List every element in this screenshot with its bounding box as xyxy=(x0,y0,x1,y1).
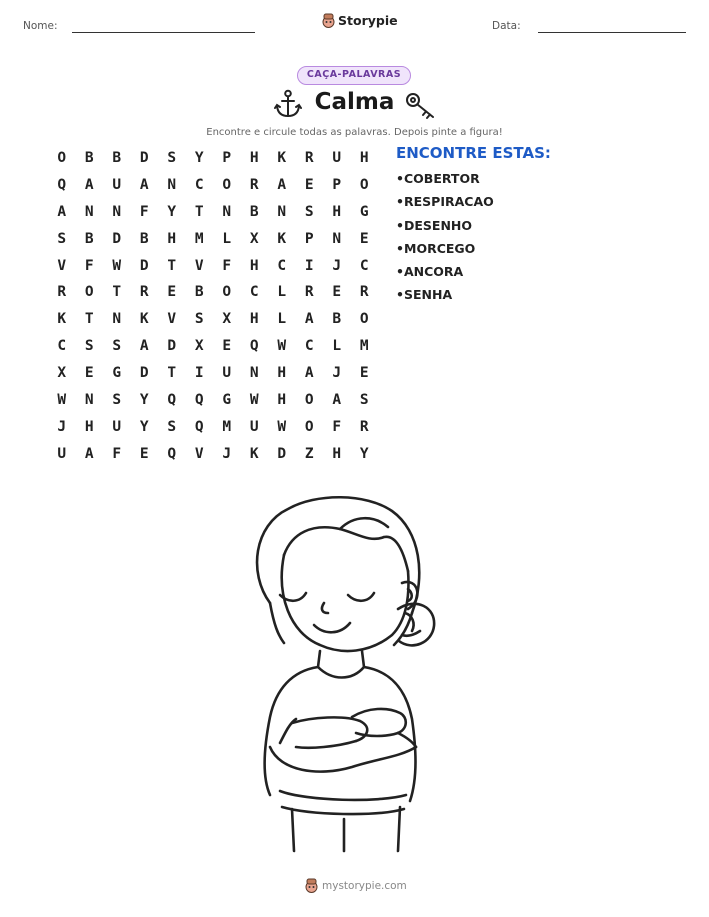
grid-letter[interactable]: O xyxy=(57,150,67,166)
grid-letter[interactable]: S xyxy=(167,150,177,166)
grid-letter[interactable]: J xyxy=(332,257,342,274)
grid-row xyxy=(48,333,378,360)
grid-letter[interactable]: P xyxy=(332,176,342,193)
grid-letter[interactable]: O xyxy=(304,418,314,435)
grid-letter[interactable]: H xyxy=(359,150,369,166)
word-list-item: • ANCORA xyxy=(396,264,494,287)
grid-letter[interactable]: T xyxy=(84,311,94,328)
girl-calm-illustration[interactable] xyxy=(240,485,450,860)
grid-letter[interactable]: T xyxy=(167,257,177,274)
grid-letter[interactable]: H xyxy=(84,418,94,435)
storypie-mascot-icon xyxy=(322,13,335,28)
grid-letter[interactable]: T xyxy=(112,284,122,301)
grid-letter[interactable]: B xyxy=(194,284,204,301)
grid-letter[interactable]: D xyxy=(139,257,149,274)
grid-letter[interactable]: E xyxy=(167,284,177,301)
grid-letter[interactable]: P xyxy=(222,150,232,166)
date-label: Data: xyxy=(492,20,521,32)
name-line[interactable] xyxy=(72,32,255,33)
grid-letter[interactable]: U xyxy=(112,176,122,193)
grid-letter[interactable]: W xyxy=(57,392,67,409)
grid-letter[interactable]: C xyxy=(277,257,287,274)
grid-letter[interactable]: U xyxy=(57,445,67,462)
grid-letter[interactable]: G xyxy=(112,365,122,382)
grid-letter[interactable]: V xyxy=(167,311,177,328)
grid-row xyxy=(48,360,378,387)
grid-letter[interactable]: A xyxy=(84,445,94,462)
word-list-item: • SENHA xyxy=(396,287,494,310)
grid-letter[interactable]: N xyxy=(84,203,94,220)
grid-letter[interactable]: C xyxy=(359,257,369,274)
grid-row xyxy=(48,414,378,441)
grid-letter[interactable]: H xyxy=(332,203,342,220)
grid-letter[interactable]: I xyxy=(304,257,314,274)
grid-letter[interactable]: Y xyxy=(194,150,204,166)
grid-letter[interactable]: V xyxy=(57,257,67,274)
grid-letter[interactable]: S xyxy=(112,392,122,409)
key-icon xyxy=(405,92,437,120)
grid-letter[interactable]: R xyxy=(359,284,369,301)
grid-letter[interactable]: H xyxy=(277,365,287,382)
name-label: Nome: xyxy=(23,20,58,32)
grid-letter[interactable]: D xyxy=(139,365,149,382)
footer-url: mystorypie.com xyxy=(322,879,407,892)
grid-letter[interactable]: R xyxy=(304,284,314,301)
grid-letter[interactable]: K xyxy=(249,445,259,462)
grid-letter[interactable]: S xyxy=(167,418,177,435)
grid-letter[interactable]: W xyxy=(277,418,287,435)
grid-letter[interactable]: F xyxy=(139,203,149,220)
grid-letter[interactable]: R xyxy=(359,418,369,435)
grid-letter[interactable]: K xyxy=(277,230,287,247)
grid-letter[interactable]: P xyxy=(304,230,314,247)
grid-letter[interactable]: A xyxy=(139,338,149,355)
grid-letter[interactable]: Y xyxy=(139,392,149,409)
grid-letter[interactable]: D xyxy=(139,150,149,166)
grid-row xyxy=(48,145,378,172)
grid-row xyxy=(48,279,378,306)
word-list-item: • RESPIRACAO xyxy=(396,194,494,217)
grid-letter[interactable]: G xyxy=(222,392,232,409)
activity-badge: CAÇA-PALAVRAS xyxy=(297,66,411,85)
grid-letter[interactable]: R xyxy=(57,284,67,301)
grid-letter[interactable]: U xyxy=(112,418,122,435)
grid-letter[interactable]: N xyxy=(222,203,232,220)
word-list-item: • MORCEGO xyxy=(396,241,494,264)
grid-letter[interactable]: A xyxy=(277,176,287,193)
grid-letter[interactable]: L xyxy=(277,311,287,328)
grid-letter[interactable]: L xyxy=(332,338,342,355)
grid-letter[interactable]: O xyxy=(222,176,232,193)
grid-row xyxy=(48,226,378,253)
grid-letter[interactable]: W xyxy=(112,257,122,274)
grid-letter[interactable]: J xyxy=(57,418,67,435)
grid-letter[interactable]: L xyxy=(222,230,232,247)
grid-letter[interactable]: H xyxy=(332,445,342,462)
grid-letter[interactable]: E xyxy=(304,176,314,193)
grid-letter[interactable]: E xyxy=(359,365,369,382)
grid-letter[interactable]: X xyxy=(194,338,204,355)
grid-letter[interactable]: A xyxy=(84,176,94,193)
grid-letter[interactable]: Q xyxy=(167,445,177,462)
grid-letter[interactable]: C xyxy=(194,176,204,193)
grid-letter[interactable]: Q xyxy=(194,392,204,409)
word-list-title: ENCONTRE ESTAS: xyxy=(396,144,551,162)
grid-letter[interactable]: D xyxy=(112,230,122,247)
grid-letter[interactable]: V xyxy=(194,257,204,274)
date-line[interactable] xyxy=(538,32,686,33)
grid-letter[interactable]: J xyxy=(332,365,342,382)
grid-letter[interactable]: R xyxy=(249,176,259,193)
grid-letter[interactable]: B xyxy=(249,203,259,220)
grid-letter[interactable]: A xyxy=(57,203,67,220)
grid-letter[interactable]: A xyxy=(332,392,342,409)
grid-letter[interactable]: X xyxy=(222,311,232,328)
grid-letter[interactable]: O xyxy=(359,176,369,193)
grid-letter[interactable]: Y xyxy=(139,418,149,435)
storypie-mascot-icon xyxy=(305,878,318,893)
grid-row xyxy=(48,253,378,280)
grid-letter[interactable]: B xyxy=(139,230,149,247)
grid-letter[interactable]: D xyxy=(277,445,287,462)
grid-letter[interactable]: N xyxy=(249,365,259,382)
grid-letter[interactable]: S xyxy=(194,311,204,328)
grid-letter[interactable]: F xyxy=(222,257,232,274)
grid-letter[interactable]: C xyxy=(57,338,67,355)
grid-row xyxy=(48,441,378,468)
grid-letter[interactable]: O xyxy=(359,311,369,328)
grid-letter[interactable]: R xyxy=(304,150,314,166)
grid-letter[interactable]: B xyxy=(112,150,122,166)
grid-letter[interactable]: E xyxy=(332,284,342,301)
grid-letter[interactable]: K xyxy=(57,311,67,328)
brand-name: Storypie xyxy=(338,13,398,28)
grid-letter[interactable]: M xyxy=(222,418,232,435)
grid-letter[interactable]: R xyxy=(139,284,149,301)
grid-letter[interactable]: B xyxy=(332,311,342,328)
grid-letter[interactable]: T xyxy=(194,203,204,220)
grid-letter[interactable]: C xyxy=(249,284,259,301)
grid-letter[interactable]: E xyxy=(359,230,369,247)
grid-letter[interactable]: Z xyxy=(304,445,314,462)
grid-letter[interactable]: S xyxy=(304,203,314,220)
brand-logo xyxy=(322,13,398,28)
grid-letter[interactable]: X xyxy=(57,365,67,382)
grid-row xyxy=(48,172,378,199)
grid-letter[interactable]: L xyxy=(277,284,287,301)
grid-letter[interactable]: S xyxy=(84,338,94,355)
grid-letter[interactable]: X xyxy=(249,230,259,247)
grid-letter[interactable]: Q xyxy=(194,418,204,435)
grid-letter[interactable]: E xyxy=(222,338,232,355)
grid-row xyxy=(48,199,378,226)
grid-letter[interactable]: U xyxy=(249,418,259,435)
grid-letter[interactable]: H xyxy=(249,150,259,166)
grid-letter[interactable]: B xyxy=(84,230,94,247)
grid-letter[interactable]: W xyxy=(249,392,259,409)
grid-letter[interactable]: S xyxy=(57,230,67,247)
grid-letter[interactable]: A xyxy=(304,311,314,328)
grid-letter[interactable]: I xyxy=(194,365,204,382)
grid-letter[interactable]: H xyxy=(249,257,259,274)
grid-letter[interactable]: Q xyxy=(57,176,67,193)
grid-letter[interactable]: N xyxy=(112,311,122,328)
grid-letter[interactable]: H xyxy=(249,311,259,328)
grid-letter[interactable]: N xyxy=(332,230,342,247)
grid-row xyxy=(48,387,378,414)
page-title: Calma xyxy=(314,89,395,115)
grid-letter[interactable]: N xyxy=(112,203,122,220)
grid-letter[interactable]: K xyxy=(277,150,287,166)
word-list-item: • DESENHO xyxy=(396,218,494,241)
grid-letter[interactable]: D xyxy=(167,338,177,355)
grid-letter[interactable]: A xyxy=(304,365,314,382)
grid-letter[interactable]: U xyxy=(332,150,342,166)
footer xyxy=(305,878,407,893)
grid-letter[interactable]: Q xyxy=(249,338,259,355)
grid-letter[interactable]: E xyxy=(84,365,94,382)
grid-letter[interactable]: G xyxy=(359,203,369,220)
grid-letter[interactable]: F xyxy=(112,445,122,462)
grid-letter[interactable]: N xyxy=(277,203,287,220)
grid-letter[interactable]: H xyxy=(277,392,287,409)
grid-letter[interactable]: Y xyxy=(167,203,177,220)
grid-letter[interactable]: M xyxy=(194,230,204,247)
word-list-item: • COBERTOR xyxy=(396,171,494,194)
grid-row xyxy=(48,306,378,333)
grid-letter[interactable]: H xyxy=(167,230,177,247)
grid-letter[interactable]: T xyxy=(167,365,177,382)
grid-letter[interactable]: O xyxy=(304,392,314,409)
grid-letter[interactable]: S xyxy=(359,392,369,409)
grid-letter[interactable]: W xyxy=(277,338,287,355)
word-search-grid[interactable] xyxy=(48,145,378,468)
grid-letter[interactable]: E xyxy=(139,445,149,462)
grid-letter[interactable]: V xyxy=(194,445,204,462)
grid-letter[interactable]: U xyxy=(222,365,232,382)
grid-letter[interactable]: A xyxy=(139,176,149,193)
instructions: Encontre e circule todas as palavras. Depois pinte a figura! xyxy=(206,127,503,138)
grid-letter[interactable]: O xyxy=(222,284,232,301)
grid-letter[interactable]: Y xyxy=(359,445,369,462)
word-list xyxy=(396,171,494,311)
grid-letter[interactable]: F xyxy=(332,418,342,435)
grid-letter[interactable]: M xyxy=(359,338,369,355)
grid-letter[interactable]: Q xyxy=(167,392,177,409)
grid-letter[interactable]: J xyxy=(222,445,232,462)
grid-letter[interactable]: B xyxy=(84,150,94,166)
grid-letter[interactable]: N xyxy=(167,176,177,193)
grid-letter[interactable]: C xyxy=(304,338,314,355)
grid-letter[interactable]: N xyxy=(84,392,94,409)
grid-letter[interactable]: K xyxy=(139,311,149,328)
grid-letter[interactable]: S xyxy=(112,338,122,355)
grid-letter[interactable]: O xyxy=(84,284,94,301)
grid-letter[interactable]: F xyxy=(84,257,94,274)
